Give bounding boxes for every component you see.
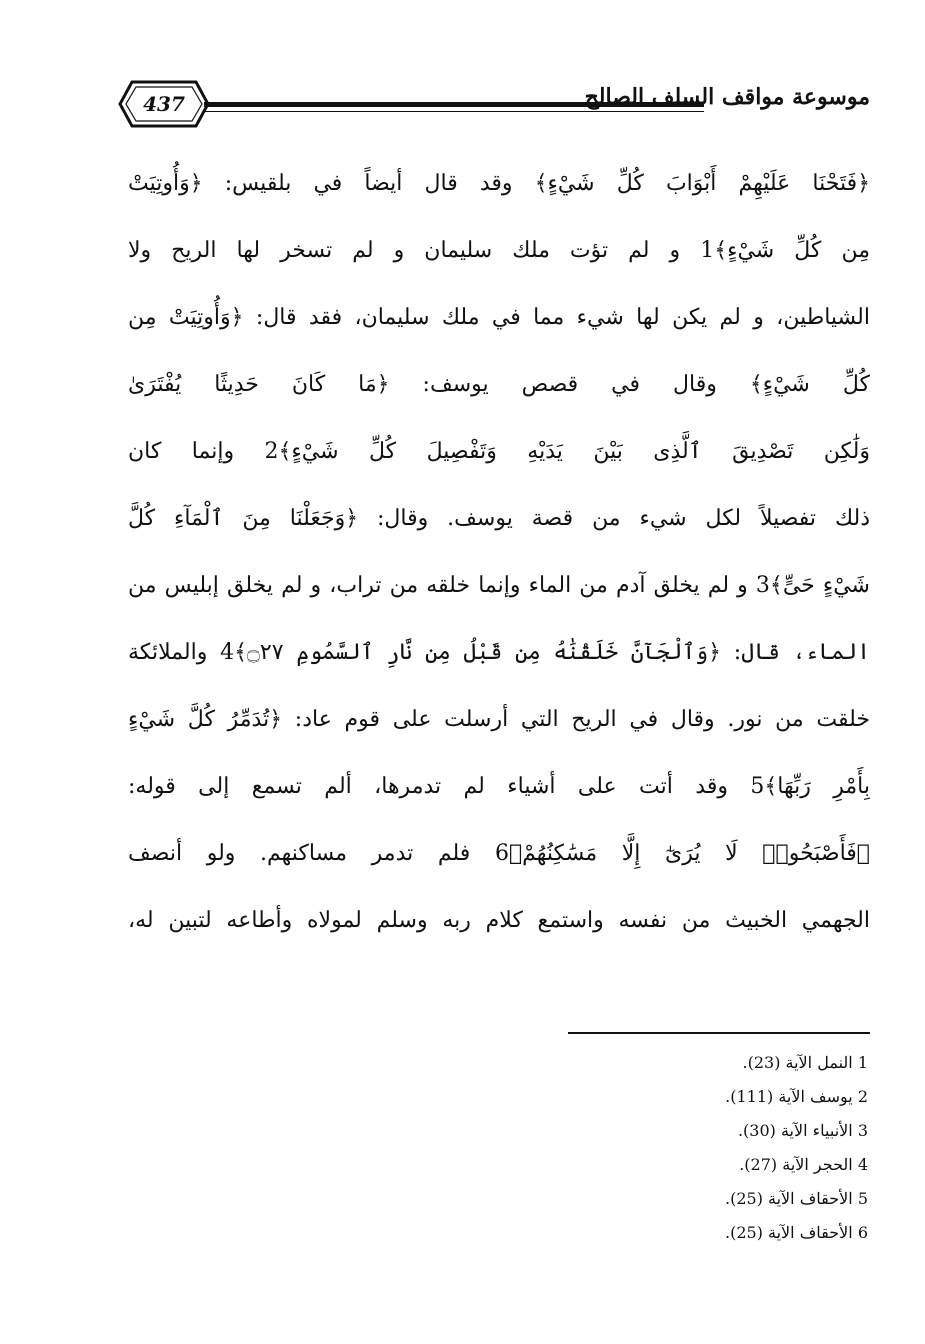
body-line: شَيْءٍ حَىٍّ﴾3 و لم يخلق آدم من الماء وإنما خلقه من تراب، و لم يخلق إبليس من — [128, 573, 870, 598]
header-rule-thin — [204, 111, 704, 112]
footnote: 2 يوسف الآية (111). — [725, 1087, 868, 1106]
body-text — [128, 150, 870, 954]
body-line: كُلِّ شَيْءٍ﴾ وقال في قصص يوسف: ﴿مَا كَانَ حَدِيثًا يُفْتَرَىٰ — [128, 372, 870, 397]
body-line: ﴿فَأَصْبَحُوا۟ لَا يُرَىٰٓ إِلَّا مَسَٰكِنُهُمْ﴾6 فلم تدمر مساكنهم. ولو أنصف — [128, 841, 870, 866]
series-title: موسوعة مواقف السلف الصالح — [584, 84, 870, 110]
footnote: 5 الأحقاف الآية (25). — [725, 1189, 868, 1208]
body-line: الشياطين، و لم يكن لها شيء مما في ملك سليمان، فقد قال: ﴿وَأُوتِيَتْ مِن — [128, 305, 870, 330]
body-line: الماء، قال: ﴿وَٱلْجَآنَّ خَلَقْنَٰهُ مِن قَبْلُ مِن نَّارِ ٱلسَّمُومِ ۝٢٧﴾4 والملائكة — [128, 640, 870, 665]
footnote: 1 النمل الآية (23). — [742, 1053, 868, 1072]
body-line: ذلك تفصيلاً لكل شيء من قصة يوسف. وقال: ﴿وَجَعَلْنَا مِنَ ٱلْمَآءِ كُلَّ — [128, 506, 870, 531]
page-number-badge — [118, 80, 210, 128]
body-line: الجهمي الخبيث من نفسه واستمع كلام ربه وسلم لمولاه وأطاعه لتبين له، — [128, 908, 870, 933]
footnote: 3 الأنبياء الآية (30). — [737, 1121, 868, 1140]
body-line: بِأَمْرِ رَبِّهَا﴾5 وقد أتت على أشياء لم تدمرها، ألم تسمع إلى قوله: — [128, 774, 870, 799]
page-number: 437 — [143, 92, 185, 116]
body-line: وَلَٰكِن تَصْدِيقَ ٱلَّذِى بَيْنَ يَدَيْهِ وَتَفْصِيلَ كُلِّ شَيْءٍ﴾2 وإنما كان — [128, 439, 870, 464]
footnotes — [568, 1046, 868, 1250]
body-line: ﴿فَتَحْنَا عَلَيْهِمْ أَبْوَابَ كُلِّ شَيْءٍ﴾ وقد قال أيضاً في بلقيس: ﴿وَأُوتِيَتْ — [128, 171, 870, 196]
footnote-separator — [568, 1032, 870, 1034]
body-line: خلقت من نور. وقال في الريح التي أرسلت على قوم عاد: ﴿تُدَمِّرُ كُلَّ شَيْءٍ — [128, 707, 870, 732]
body-line: مِن كُلِّ شَيْءٍ﴾1 و لم تؤت ملك سليمان و لم تسخر لها الريح ولا — [128, 238, 870, 263]
footnote: 4 الحجر الآية (27). — [739, 1155, 868, 1174]
footnote: 6 الأحقاف الآية (25). — [725, 1223, 868, 1242]
page-header — [118, 72, 870, 136]
